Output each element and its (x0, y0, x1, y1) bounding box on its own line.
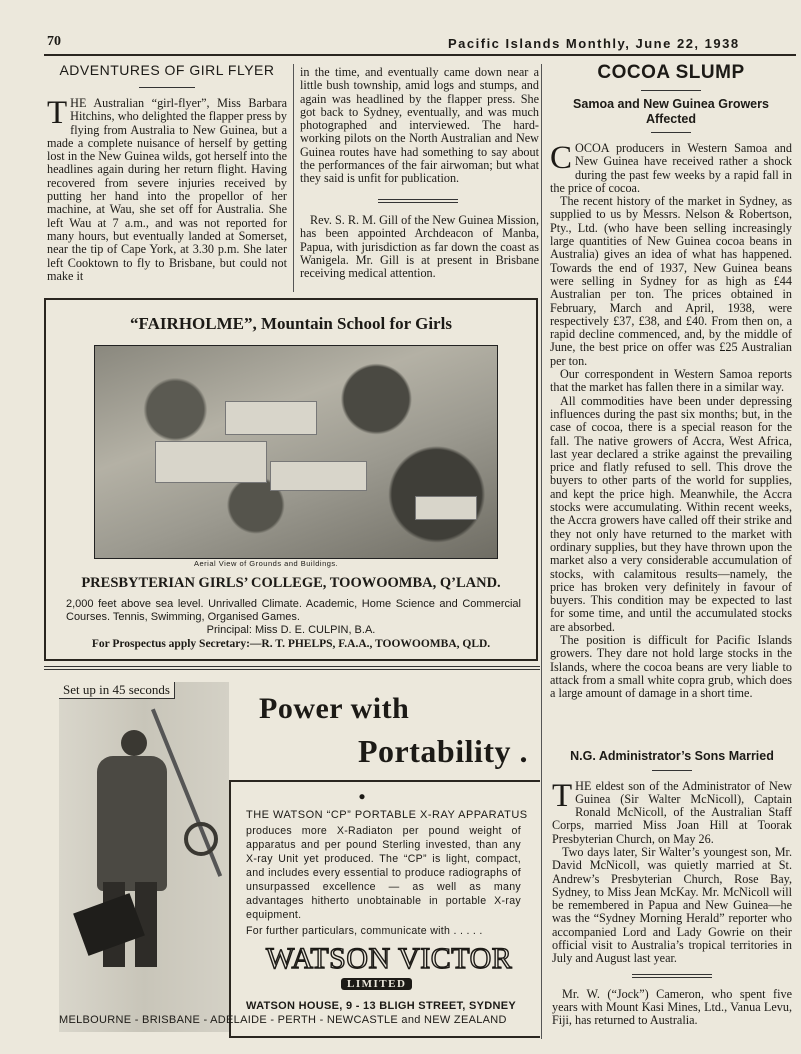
cocoa-article (550, 62, 792, 700)
cocoa-p4: All commodities have been under depressing influences during the past six months; but, in the case of cocoa, there is a special reason for the fall. The native growers of Accra, West Africa, last year declared a strike against the prevailing price and flatly refused to sell. This drove the buyers to other parts of the world for supplies, and kept the price high. Meanwhile, the Accra stocks were accumulating. Within recent weeks, the Accra growers have called off their strike and they not only have returned to the market with ordinary supplies, but they have thrown upon the market also a very considerable accumulation of stocks, with calamitous results—namely, the price has broken very definitely in favour of buyers. This condition may be expected to last for some time, and until the accumulated stocks are absorbed. (550, 393, 792, 634)
dropcap: C (550, 140, 573, 176)
setup-time: Set up in 45 seconds (59, 682, 175, 699)
photo-caption: Aerial View of Grounds and Buildings. (194, 559, 339, 568)
prospectus-contact: For Prospectus apply Secretary:—R. T. PHELPS, F.A.A., TOOWOOMBA, QLD. (91, 638, 491, 650)
cocoa-p2: The recent history of the market in Sydney, as supplied to us by Messrs. Nelson & Robertson, Pty., Ltd. (who have been selling increasingly large quantities of New Guinea cocoa beans in Australia) gives an idea of what has happened. Towards the end of 1937, New Guinea beans were selling in Sydney for as high as £44 Australian per ton. The prices obtained in February, March and April, 1938, were respectively £37, £38, and £40. From then on, a rapid decline commenced, and, by the middle of June, the best price on offer was £25 Australian per ton. (550, 194, 792, 368)
publication-title: Pacific Islands Monthly, June 22, 1938 (448, 36, 740, 51)
title-rule (651, 132, 691, 133)
operator-body (97, 756, 167, 891)
ng-admin-p2: Two days later, Sir Walter’s youngest son, Mr. David McNicoll, was quietly married at St. Andrew’s Presbyterian Church, Rose Bay, Sydney, to Miss Jean McKay. Mr. McNicoll will be remembered in Papua and New Guinea—he was the “Sydney Morning Herald” reporter who accompanied Lord and Lady Gowrie on their official visit to Australia’s tropical territories in July and August last year. (552, 844, 792, 966)
watson-address: WATSON HOUSE, 9 - 13 BLIGH STREET, SYDNEY (246, 1000, 517, 1012)
college-name: PRESBYTERIAN GIRLS’ COLLEGE, TOOWOOMBA, Q’LAND. (81, 575, 501, 591)
building (270, 461, 367, 491)
girl-flyer-body (47, 97, 287, 283)
title-rule (641, 90, 701, 91)
cameron-text: Mr. W. (“Jock”) Cameron, who spent five years with Mount Kasi Mines, Ltd., Vanua Levu, Fiji, has returned to Australia. (552, 986, 792, 1028)
operator-head (121, 730, 147, 756)
cocoa-subtitle: Samoa and New Guinea Growers Affected (573, 97, 769, 126)
header-rule (44, 54, 796, 56)
gill-article (300, 214, 539, 280)
college-features: 2,000 feet above sea level. Unrivalled Climate. Academic, Home Science and Commercial Courses. Tennis, Swimming, Organised Games. (66, 598, 521, 623)
section-rule (378, 199, 458, 203)
title-rule (652, 770, 692, 771)
xray-tube (184, 822, 218, 856)
aerial-photo (94, 345, 498, 559)
principal: Principal: Miss D. E. CULPIN, B.A. (206, 624, 376, 636)
page-number: 70 (47, 34, 61, 49)
section-rule (44, 666, 540, 670)
ad-text-box (229, 780, 540, 1038)
dropcap: T (552, 777, 573, 814)
cocoa-p3: Our correspondent in Western Samoa reports that the market has fallen there in a similar way. (550, 367, 792, 395)
watson-advertisement (44, 675, 540, 1039)
ng-admin-article (552, 749, 792, 1028)
girl-flyer-text: HE Australian “girl-flyer”, Miss Barbara Hitchins, who delighted the flapper press by flying from Australia to New Guinea, but a made a complete nuisance of herself by getting lost in the New Guinea wilds, got herself into the headlines again during her return flight. Having recovered from severe injuries received by putting her hand into the propellor of her machine, at Wau, she set off for Australia. She left Wau at 7 a.m., and was not reported for many hours, but eventually landed at Somerset, near the tip of Cape York, at 3.30 p.m. She later left Cooktown to fly to Brisbane, but could not make it (47, 96, 287, 283)
girl-flyer-continued (300, 66, 539, 186)
building (225, 401, 317, 435)
ng-admin-title: N.G. Administrator’s Sons Married (570, 749, 774, 763)
title-rule (139, 87, 195, 88)
girl-flyer-article (47, 62, 287, 283)
branch-cities: MELBOURNE - BRISBANE - ADELAIDE - PERTH - NEWCASTLE and NEW ZEALAND (59, 1014, 507, 1026)
ng-admin-p1: HE eldest son of the Administrator of New Guinea (Sir Walter McNicoll), Captain Ronald McNicoll, of the Australian Staff Corps, married Miss Joan Hill at Toorak Presbyterian Church, on May 26. (552, 778, 792, 846)
building (155, 441, 267, 483)
watson-victor-logo: WATSON VICTOR (266, 942, 513, 975)
dropcap: T (47, 95, 68, 131)
cocoa-p1: OCOA producers in Western Samoa and New Guinea have received rather a shock during the past few weeks by a rapid fall in the price of cocoa. (550, 141, 792, 195)
further-particulars: For further particulars, communicate with . . . . . (246, 925, 483, 937)
section-rule (632, 974, 712, 978)
fairholme-advertisement (44, 298, 538, 661)
apparatus-name: THE WATSON “CP” PORTABLE X-RAY APPARATUS (246, 809, 528, 821)
headline-portability: Portability . . (358, 733, 529, 806)
column-divider (541, 64, 542, 1039)
cocoa-p5: The position is difficult for Pacific Islands growers. They dare not hold large stocks in the Islands, where the cocoa beans are very liable to attack from a small white copra grub, which does a large amount of damage in a short time. (550, 632, 792, 701)
cocoa-title: COCOA SLUMP (597, 62, 745, 83)
girl-flyer-continued-text: in the time, and eventually came down near a little bush township, amid logs and stumps, and again was headlined by the flapper press. She got back to Sydney, eventually, and was much photographed and interviewed. The hard-working pilots on the North Australian and New Guinea routes have had something to say about the performances of the fair airwoman; but what they said is unfit for publication. (300, 65, 539, 186)
apparatus-description: produces more X-Radiaton per pound weight of apparatus and per pound Sterling invested, than any X-ray Unit yet produced. The “CP” is light, compact, and includes every essential to produce radiographs of unsurpassed excellence — as well as many advantages hitherto unobtainable in portable X-ray equipment. (246, 825, 521, 921)
cameron-article (552, 988, 792, 1028)
girl-flyer-title: ADVENTURES OF GIRL FLYER (59, 62, 275, 78)
building (415, 496, 477, 520)
column-divider (293, 64, 294, 292)
cocoa-body (550, 142, 792, 700)
headline-power: Power with (259, 692, 410, 725)
ng-admin-body (552, 777, 792, 966)
fairholme-heading: “FAIRHOLME”, Mountain School for Girls (130, 314, 452, 333)
ad-photo-panel (59, 682, 229, 1032)
logo-limited: LIMITED (341, 978, 412, 990)
gill-text: Rev. S. R. M. Gill of the New Guinea Mission, has been appointed Archdeacon of Manba, Papua, with jurisdiction as far down the coast as Wanigela. Mr. Gill is at present in Brisbane receiving medical attention. (300, 213, 539, 281)
